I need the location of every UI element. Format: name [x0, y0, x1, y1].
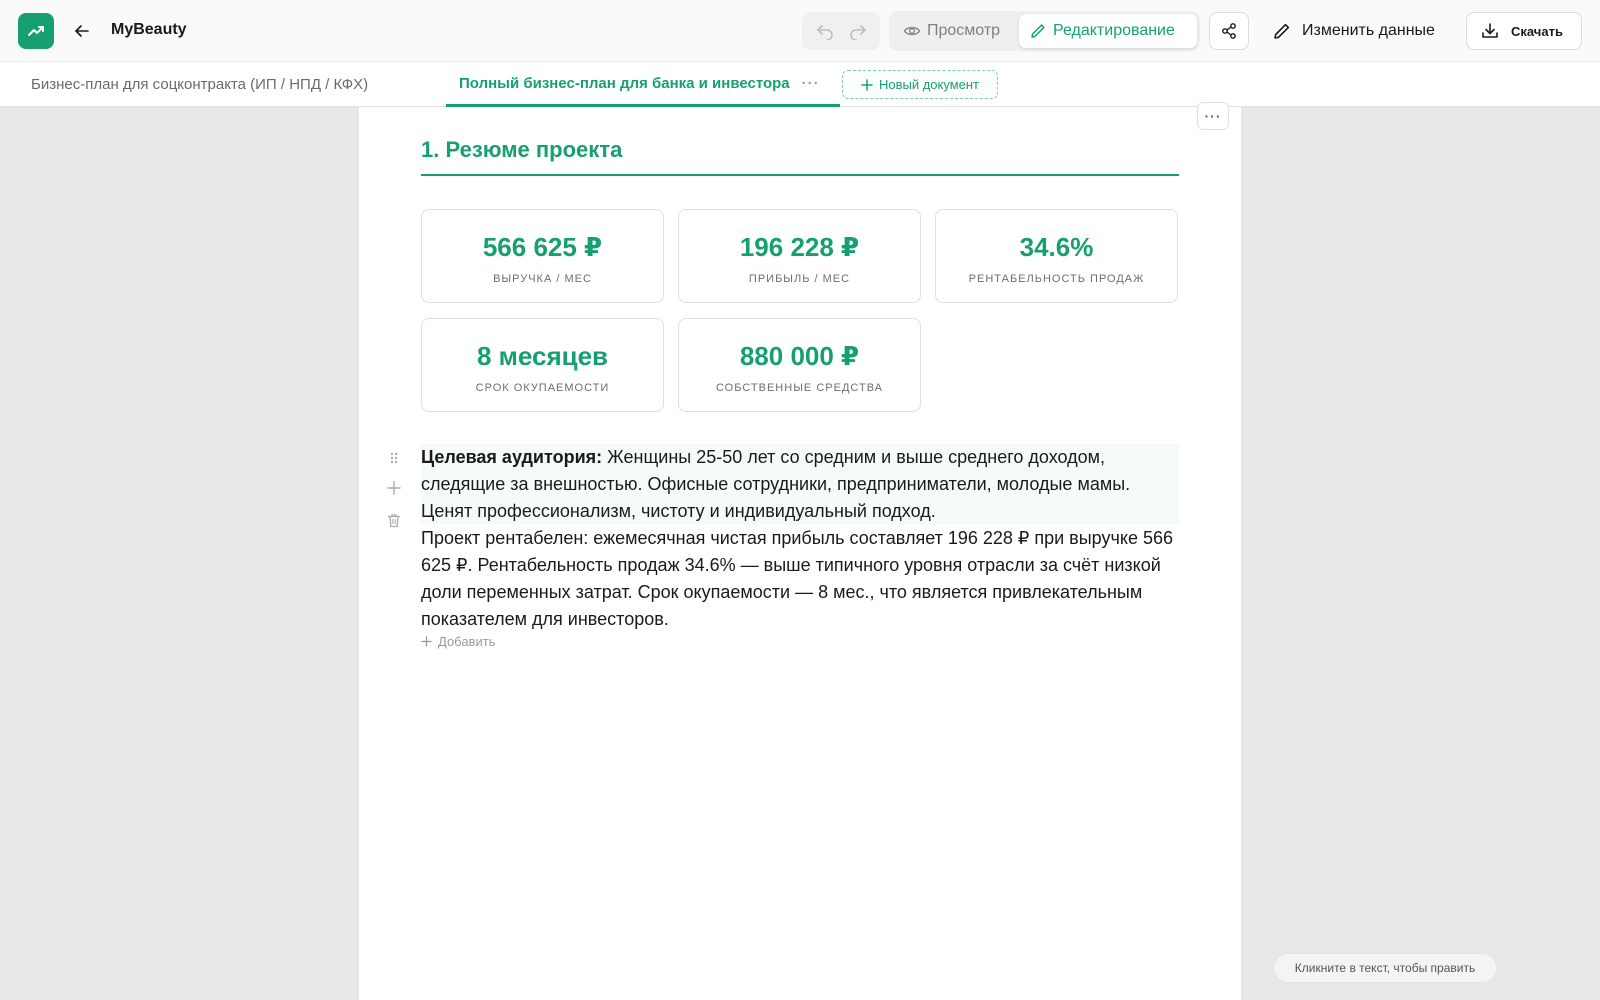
kpi-card-payback [421, 318, 664, 412]
kpi-card-revenue [421, 209, 664, 303]
target-audience-text: Женщины 25-50 лет со средним и выше среднего доходом, следящие за внешностью. Офисные сотрудники, предприниматели, молодые мамы. Ценят профессионализм, чистоту и индивидуальный подход. [421, 447, 1131, 521]
trash-icon[interactable] [384, 510, 404, 530]
kpi-value: 196 228 ₽ [739, 232, 860, 262]
trend-up-icon [27, 22, 45, 40]
download-button[interactable] [1466, 12, 1582, 50]
kpi-value: 566 625 ₽ [482, 232, 603, 262]
summary-paragraph[interactable]: Проект рентабелен: ежемесячная чистая прибыль составляет 196 228 ₽ при выручке 566 625 ₽. Рентабельность продаж 34.6% — выше типичного уровня отрасли за счёт низкой доли переменных затрат. Срок окупаемости — 8 мес., что является привлекательным показателем для инвесторов. [421, 528, 1173, 629]
view-mode-label: Просмотр [927, 22, 1001, 39]
tab-label: Полный бизнес-план для банка и инвестора [459, 74, 790, 92]
top-bar [0, 0, 1600, 62]
kpi-label: СРОК ОКУПАЕМОСТИ [475, 382, 610, 394]
undo-redo-group [802, 12, 880, 50]
kpi-label: РЕНТАБЕЛЬНОСТЬ ПРОДАЖ [968, 273, 1145, 285]
tab-more-icon[interactable]: ··· [801, 74, 820, 92]
redo-icon [849, 22, 867, 40]
edit-hint-badge: Кликните в текст, чтобы править [1273, 953, 1497, 983]
share-button[interactable] [1209, 12, 1249, 50]
arrow-left-icon [74, 23, 90, 39]
kpi-card-profit [678, 209, 921, 303]
pencil-icon [1029, 22, 1047, 40]
kpi-value: 880 000 ₽ [739, 341, 860, 371]
back-button[interactable] [70, 19, 94, 43]
edit-mode-label: Редактирование [1053, 22, 1175, 39]
redo-button[interactable] [846, 19, 870, 43]
new-document-button[interactable] [842, 70, 998, 99]
kpi-card-margin [935, 209, 1178, 303]
kpi-value: 34.6% [1019, 232, 1094, 262]
plus-icon[interactable] [384, 478, 404, 498]
kpi-label: СОБСТВЕННЫЕ СРЕДСТВА [715, 382, 884, 394]
project-title: MyBeauty [111, 21, 187, 38]
undo-icon [816, 22, 834, 40]
new-document-label: Новый документ [878, 77, 980, 92]
kpi-label: ПРИБЫЛЬ / МЕС [748, 273, 851, 285]
pencil-icon [1272, 21, 1292, 41]
add-block-button[interactable] [421, 634, 495, 649]
edit-data-label: Изменить данные [1302, 22, 1435, 39]
tab-label: Бизнес-план для соцконтракта (ИП / НПД / КФХ) [31, 76, 369, 93]
plus-icon [861, 79, 873, 91]
download-label: Скачать [1511, 23, 1563, 39]
kpi-value: 8 месяцев [476, 341, 609, 371]
edit-mode-button[interactable] [1019, 14, 1197, 48]
page-more-button[interactable]: ··· [1197, 102, 1229, 130]
mode-switcher [889, 11, 1200, 51]
tab-social-contract[interactable] [31, 62, 368, 107]
download-icon [1481, 22, 1499, 40]
kpi-label: ВЫРУЧКА / МЕС [493, 273, 592, 285]
tab-full-business-plan[interactable] [446, 62, 840, 107]
document-tabs [0, 62, 1600, 107]
drag-handle-icon[interactable] [384, 448, 404, 468]
app-logo[interactable] [18, 13, 54, 49]
share-icon [1220, 22, 1238, 40]
edit-data-button[interactable] [1266, 12, 1441, 50]
kpi-card-own-funds [678, 318, 921, 412]
eye-icon [903, 22, 921, 40]
undo-button[interactable] [813, 19, 837, 43]
target-audience-label: Целевая аудитория: [421, 447, 603, 467]
section-title[interactable]: 1. Резюме проекта [421, 135, 1179, 176]
view-mode-button[interactable] [893, 14, 1018, 48]
add-block-label: Добавить [438, 634, 496, 649]
plus-icon [421, 636, 432, 647]
target-audience-paragraph[interactable] [421, 444, 1179, 524]
